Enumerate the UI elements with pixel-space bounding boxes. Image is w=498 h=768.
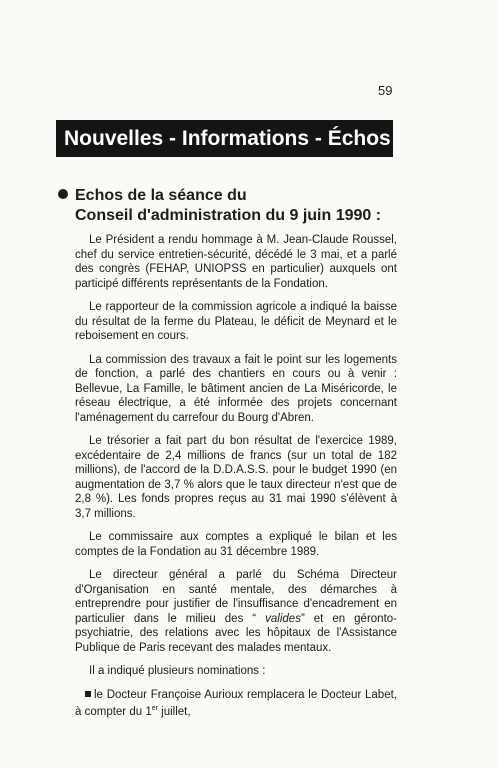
bullet-icon — [58, 189, 68, 199]
nomination-tail: juillet, — [157, 705, 191, 718]
section-title-line2: Conseil d'administration du 9 juin 1990 : — [75, 207, 382, 224]
paragraph-directeur — [75, 568, 397, 655]
paragraph-commissaire: Le commissaire aux comptes a expliqué le bilan et les comptes de la Fondation au 31 décembre 1989. — [75, 531, 397, 558]
paragraph-travaux: La commission des travaux a fait le point sur les logements de fonction, a parlé des chantiers en cours ou à venir : Bellevue, La Famille, le bâtiment ancien de La Miséricorde, le réseau électrique, a été informée des projets concernant l'aménagement du carrefour du Bourg d'Abren. — [75, 353, 397, 424]
directeur-text-before: Le directeur général a parlé du Schéma Directeur d'Organisation en santé mentale, des démarches à entreprendre pour justifier de l'insuffisance d'encadrement en particulier dans le milieu des “ — [75, 569, 397, 625]
section-title-line1: Echos de la séance du — [75, 187, 247, 204]
paragraph-agricole: Le rapporteur de la commission agricole a indiqué la baisse du résultat de la ferme du Plateau, le déficit de Meynard et le reboisement en cours. — [75, 301, 397, 342]
nomination-sup: er — [151, 705, 158, 712]
section-heading — [56, 186, 406, 226]
directeur-text-italic: valides — [256, 612, 301, 625]
list-item — [75, 688, 397, 720]
directeur-text-after: ” et en géronto-psychiatrie, des relations avec les hôpitaux de l'Assistance Publique de Paris recevant des malades mentaux. — [75, 612, 397, 654]
page-number: 59 — [378, 83, 393, 98]
page-banner-title: Nouvelles - Informations - Échos — [56, 120, 393, 157]
article-body — [75, 233, 397, 728]
paragraph-tresorier: Le trésorier a fait part du bon résultat de l'exercice 1989, excédentaire de 2,4 millions de francs (sur un total de 182 millions), de l'accord de la D.D.A.S.S. pour le budget 1990 (en augmentation de 3,7 % alors que le taux directeur n'est que de 2,8 %). Les fonds propres reçus au 31 mai 1990 s'élèvent à 3,7 millions. — [75, 435, 397, 520]
nominations-intro: Il a indiqué plusieurs nominations : — [89, 665, 266, 677]
paragraph-president: Le Président a rendu hommage à M. Jean-Claude Roussel, chef du service entretien-sécurité, décédé le 3 mai, et a parlé des congrès (FEHAP, UNIOPSS en particulier) auxquels ont participé différents représentants de la Fondation. — [75, 234, 397, 290]
nomination-text: le Docteur Françoise Aurioux remplacera le Docteur Labet, à compter du 1 — [75, 688, 397, 718]
square-bullet-icon — [85, 691, 91, 697]
